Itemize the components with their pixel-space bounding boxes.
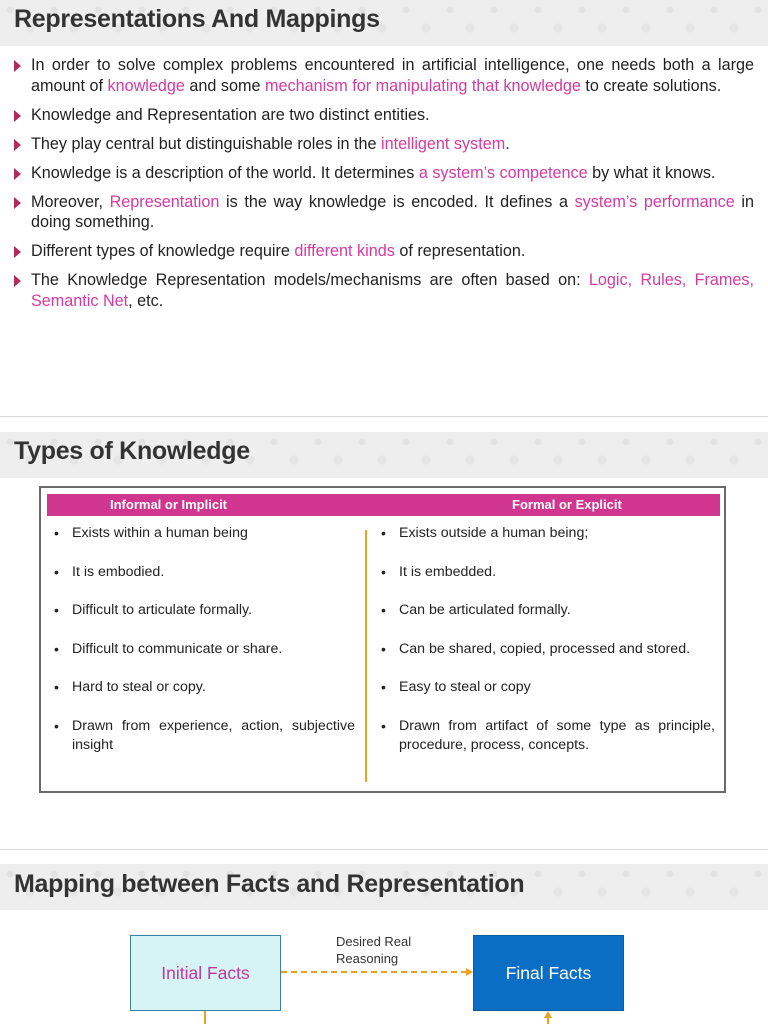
table-cell-item — [376, 563, 715, 583]
bullet-text: . — [505, 134, 510, 153]
bullet-dot-icon: • — [54, 717, 59, 734]
bullet-item — [14, 163, 754, 184]
table-cell-item — [49, 524, 355, 544]
table-header-informal: Informal or Implicit — [110, 497, 228, 512]
table-cell-item — [376, 601, 715, 621]
bullet-arrow-icon — [14, 168, 21, 180]
bullet-text: in doing something. — [31, 192, 754, 231]
bullet-dot-icon: • — [381, 525, 386, 541]
bullet-arrow-icon — [14, 139, 21, 151]
bullet-text: The Knowledge Representation models/mechanisms are often based on: — [31, 271, 589, 289]
reasoning-arrow — [281, 971, 467, 973]
divider — [0, 849, 768, 850]
arrowhead-right-icon — [466, 968, 473, 976]
cell-text: Can be articulated formally. — [399, 602, 571, 618]
table-cell-item — [49, 678, 355, 698]
column-divider — [365, 530, 367, 782]
bullet-dot-icon: • — [54, 525, 59, 541]
initial-facts-box — [130, 935, 281, 1011]
bullet-arrow-icon — [14, 246, 21, 258]
cell-text: Drawn from experience, action, subjective insight — [72, 717, 355, 753]
bullet-text: to create solutions. — [580, 76, 722, 95]
bullet-text: In order to solve complex problems encountered in artificial intelligence, one needs both a large amount of — [31, 56, 754, 95]
bullet-text: is the way knowledge is encoded. It defines a — [219, 192, 575, 211]
bullet-arrow-icon — [14, 197, 21, 209]
cell-text: Exists outside a human being; — [399, 525, 589, 541]
arrowhead-up-icon — [544, 1011, 552, 1018]
section-title-types-of-knowledge: Types of Knowledge — [14, 437, 250, 465]
highlighted-text: Logic, Rules, Frames, Semantic Net — [31, 271, 754, 310]
cell-text: Easy to steal or copy — [399, 679, 531, 695]
bullet-text: Knowledge is a description of the world. It determines — [31, 163, 419, 182]
cell-text: It is embedded. — [399, 563, 497, 580]
bullet-text: by what it knows. — [587, 163, 716, 182]
highlighted-text: a system’s competence — [418, 163, 588, 182]
bullet-arrow-icon — [14, 110, 21, 122]
section-title-representations: Representations And Mappings — [14, 5, 380, 33]
table-header-formal: Formal or Explicit — [512, 497, 622, 512]
final-facts-label: Final Facts — [505, 962, 592, 983]
bullet-text: and some — [184, 76, 265, 95]
bullet-text: of representation. — [394, 242, 526, 260]
reasoning-edge-label: Desired Real Reasoning — [336, 934, 412, 966]
cell-text: It is embodied. — [72, 563, 165, 580]
bullet-text: Knowledge and Representation are two distinct entities. — [31, 105, 430, 124]
bullet-item — [14, 192, 754, 233]
bullet-item — [14, 270, 754, 311]
table-header-bar — [47, 494, 720, 516]
bullet-dot-icon: • — [381, 602, 386, 618]
bullet-item — [14, 55, 754, 96]
table-cell-item — [376, 717, 715, 756]
highlighted-text: knowledge — [107, 76, 185, 95]
table-cell-item — [49, 640, 355, 660]
table-cell-item — [49, 717, 355, 756]
bullet-dot-icon: • — [54, 679, 59, 695]
bullet-dot-icon: • — [381, 640, 386, 657]
down-connector — [204, 1011, 206, 1024]
highlighted-text: intelligent system — [381, 134, 506, 153]
cell-text: Drawn from artifact of some type as principle, procedure, process, concepts. — [399, 717, 715, 753]
bullet-text: , etc. — [128, 291, 164, 310]
highlighted-text: mechanism for manipulating that knowledge — [265, 76, 581, 95]
cell-text: Difficult to articulate formally. — [72, 602, 253, 618]
bullet-item — [14, 105, 754, 126]
cell-text: Can be shared, copied, processed and stored. — [399, 640, 691, 657]
cell-text: Difficult to communicate or share. — [72, 640, 283, 657]
bullet-dot-icon: • — [54, 563, 59, 580]
bullet-arrow-icon — [14, 60, 21, 72]
bullet-dot-icon: • — [381, 717, 386, 734]
table-cell-item — [49, 563, 355, 583]
bullet-item — [14, 134, 754, 155]
bullet-item — [14, 241, 754, 262]
bullet-text: They play central but distinguishable roles in the — [31, 134, 382, 153]
bullet-text: Moreover, — [31, 192, 110, 211]
table-cell-item — [376, 524, 715, 544]
bullet-dot-icon: • — [54, 640, 59, 657]
table-cell-item — [376, 678, 715, 698]
cell-text: Exists within a human being — [72, 525, 248, 541]
bullet-text: Different types of knowledge require — [31, 242, 295, 260]
highlighted-text: system’s performance — [574, 192, 735, 211]
highlighted-text: Representation — [109, 192, 220, 211]
bullet-dot-icon: • — [381, 679, 386, 695]
bullet-dot-icon: • — [54, 602, 59, 618]
bullet-arrow-icon — [14, 275, 21, 287]
knowledge-types-table — [39, 486, 726, 793]
divider — [0, 416, 768, 417]
initial-facts-label: Initial Facts — [161, 962, 250, 983]
table-cell-item — [376, 640, 715, 660]
section-title-mapping: Mapping between Facts and Representation — [14, 870, 525, 898]
bullet-list — [14, 55, 754, 320]
highlighted-text: different kinds — [294, 242, 395, 260]
cell-text: Hard to steal or copy. — [72, 679, 206, 695]
table-cell-item — [49, 601, 355, 621]
bullet-dot-icon: • — [381, 563, 386, 580]
final-facts-box — [473, 935, 624, 1011]
